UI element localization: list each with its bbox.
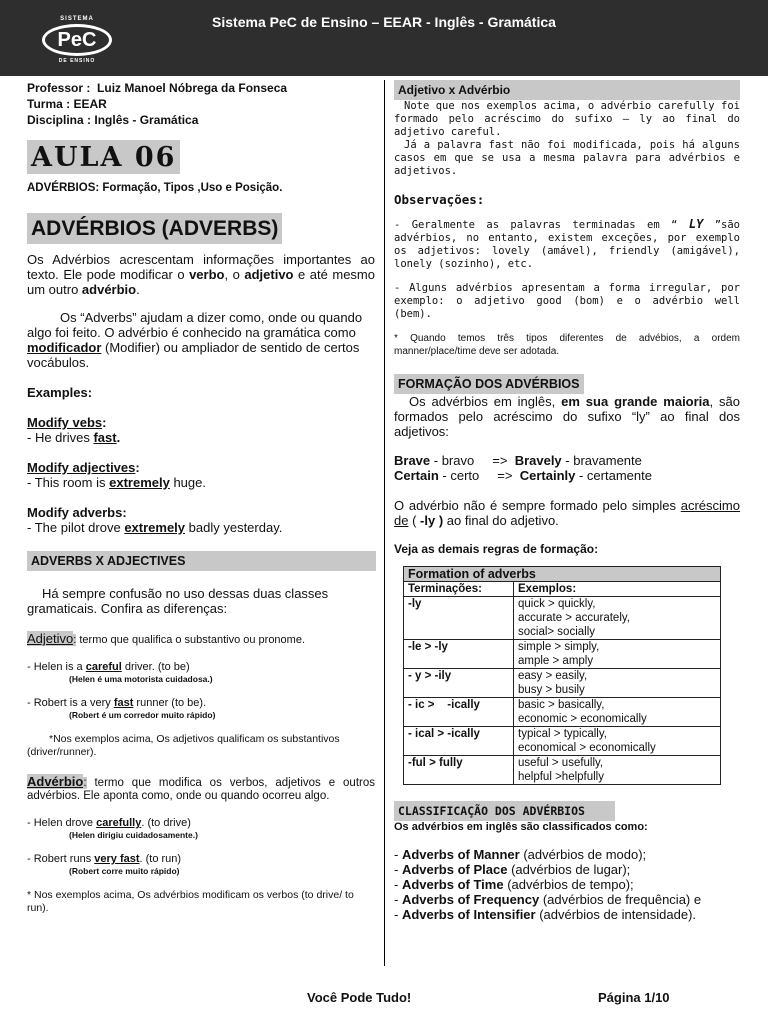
logo-main-text: PeC — [42, 24, 112, 56]
table-row: - y > -ily easy > easily, busy > busily — [404, 669, 721, 698]
list-item: - Adverbs of Time (advérbios de tempo); — [394, 877, 634, 892]
adverb-note: * Nos exemplos acima, Os advérbios modificam os verbos (to drive/ to run). — [27, 889, 354, 914]
adverb-example-2-translation: (Robert corre muito rápido) — [69, 866, 180, 876]
adjective-definition: Adjetivo: termo que qualifica o substantivo ou pronome. — [27, 631, 306, 646]
table-row: - ic > -ically basic > basically, economic > economically — [404, 698, 721, 727]
list-item: - Adverbs of Intensifier (advérbios de intensidade). — [394, 907, 697, 922]
modify-adjectives-heading: Modify adjectives: — [27, 460, 140, 475]
modify-verbs-heading: Modify vebs: — [27, 415, 107, 430]
meta-turma: Turma : EEAR — [27, 97, 107, 111]
footer-motto: Você Pode Tudo! — [307, 990, 412, 1005]
adjective-example-2-translation: (Robert é um corredor muito rápido) — [69, 710, 216, 720]
header-title: Sistema PeC de Ensino – EEAR - Inglês - Gramática — [212, 14, 556, 30]
intro-paragraph: Os Advérbios acrescentam informações importantes ao texto. Ele pode modificar o verbo, o adjetivo e até mesmo um outro advérbio. — [27, 252, 375, 297]
adj-vs-adv-heading: Adjetivo x Advérbio — [394, 80, 740, 100]
table-row: -ful > fully useful > usefully, helpful >helpfully — [404, 756, 721, 785]
adverbs-adjectives-heading: ADVERBS X ADJECTIVES — [27, 551, 376, 571]
adverb-example-1-translation: (Helen dirigiu cuidadosamente.) — [69, 830, 198, 840]
list-item: - Adverbs of Frequency (advérbios de frequência) e — [394, 892, 702, 907]
certain-example: Certain - certo => Certainly - certamente — [394, 468, 652, 483]
table-row: -le > -ly simple > simply, ample > amply — [404, 640, 721, 669]
lesson-title: AULA 06 — [27, 140, 180, 174]
confusion-paragraph: Há sempre confusão no uso dessas duas classes gramaticais. Confira as diferenças: — [27, 586, 329, 616]
adj-vs-adv-para-2: Já a palavra fast não foi modificada, pois há alguns casos em que se usa a mesma palavra para advérbios e adjetivos. — [394, 139, 740, 177]
meta-block — [27, 80, 375, 128]
table-header-endings: Terminações: — [404, 582, 514, 597]
classification-list — [394, 847, 740, 922]
list-item: - Adverbs of Manner (advérbios de modo); — [394, 847, 647, 862]
classification-heading: CLASSIFICAÇÃO DOS ADVÉRBIOS — [394, 801, 615, 821]
page-header — [0, 0, 768, 76]
column-divider — [384, 80, 385, 966]
observation-3: * Quando temos três tipos diferentes de advébios, a ordem manner/place/time deve ser adotada. — [394, 333, 740, 357]
more-rules-heading: Veja as demais regras de formação: — [394, 542, 599, 556]
main-heading: ADVÉRBIOS (ADVERBS) — [27, 213, 282, 244]
formation-heading: FORMAÇÃO DOS ADVÉRBIOS — [394, 374, 584, 394]
modify-verbs-example: - He drives fast. — [27, 430, 121, 445]
table-title: Formation of adverbs — [404, 567, 721, 582]
adverb-definition: Advérbio: termo que modifica os verbos, adjetivos e outros advérbios. Ele aponta como, onde ou quando ocorreu algo. — [27, 774, 375, 802]
logo-bottom-text: DE ENSINO — [58, 58, 96, 64]
adverb-example-1: - Helen drove carefully. (to drive) — [27, 817, 191, 829]
list-item: - Adverbs of Place (advérbios de lugar); — [394, 862, 631, 877]
modify-adverbs-example: - The pilot drove extremely badly yesterday. — [27, 520, 283, 535]
brave-example: Brave - bravo => Bravely - bravamente — [394, 453, 642, 468]
adj-vs-adv-para-1: Note que nos exemplos acima, o advérbio carefully foi formado pelo acréscimo do sufixo – ly ao final do adjetivo careful. — [394, 100, 740, 138]
formation-table — [403, 566, 721, 785]
table-row: - ical > -ically typical > typically, economical > economically — [404, 727, 721, 756]
lesson-subtitle: ADVÉRBIOS: Formação, Tipos ,Uso e Posição. — [27, 182, 283, 194]
modify-adverbs-heading: Modify adverbs: — [27, 505, 127, 520]
formation-paragraph: Os advérbios em inglês, em sua grande maioria, são formados pelo acréscimo do sufixo “ly” ao final dos adjetivos: — [394, 394, 740, 439]
observation-1: - Geralmente as palavras terminadas em “ LY ”são advérbios, no entanto, existem exceções, por exemplo os adjetivos: lovely (amável), friendly (amigável), lonely (sozinho), etc. — [394, 217, 740, 270]
table-header-examples: Exemplos: — [514, 582, 721, 597]
adverbs-paragraph: Os “Adverbs” ajudam a dizer como, onde ou quando algo foi feito. O advérbio é conhecido na gramática como modificador (Modifier) ou ampliador de sentido de certos vocábulos. — [27, 310, 363, 370]
adjective-example-2: - Robert is a very fast runner (to be). — [27, 697, 207, 709]
table-row: -ly quick > quickly, accurate > accurately, social> socially — [404, 597, 721, 640]
page-number: Página 1/10 — [598, 990, 670, 1005]
modify-adjectives-example: - This room is extremely huge. — [27, 475, 206, 490]
left-column — [27, 80, 375, 915]
logo-top-text: SISTEMA — [60, 16, 94, 22]
classification-subheading: Os advérbios em inglês são classificados como: — [394, 821, 648, 833]
adverb-example-2: - Robert runs very fast. (to run) — [27, 853, 182, 865]
formation-rule: O advérbio não é sempre formado pelo simples acréscimo de ( -ly ) ao final do adjetivo. — [394, 498, 740, 528]
observation-2: - Alguns advérbios apresentam a forma irregular, por exemplo: o adjetivo good (bom) e o advérbio well (bem). — [394, 282, 740, 320]
observations-heading: Observações: — [394, 192, 485, 207]
adjective-note: *Nos exemplos acima, Os adjetivos qualificam os substantivos (driver/runner). — [27, 733, 340, 758]
examples-heading: Examples: — [27, 385, 93, 400]
right-column — [394, 80, 740, 922]
meta-disciplina: Disciplina : Inglês - Gramática — [27, 113, 199, 127]
adjective-example-1: - Helen is a careful driver. (to be) — [27, 661, 190, 673]
meta-professor: Professor : Luiz Manoel Nóbrega da Fonseca — [27, 81, 288, 95]
adjective-example-1-translation: (Helen é uma motorista cuidadosa.) — [69, 674, 213, 684]
